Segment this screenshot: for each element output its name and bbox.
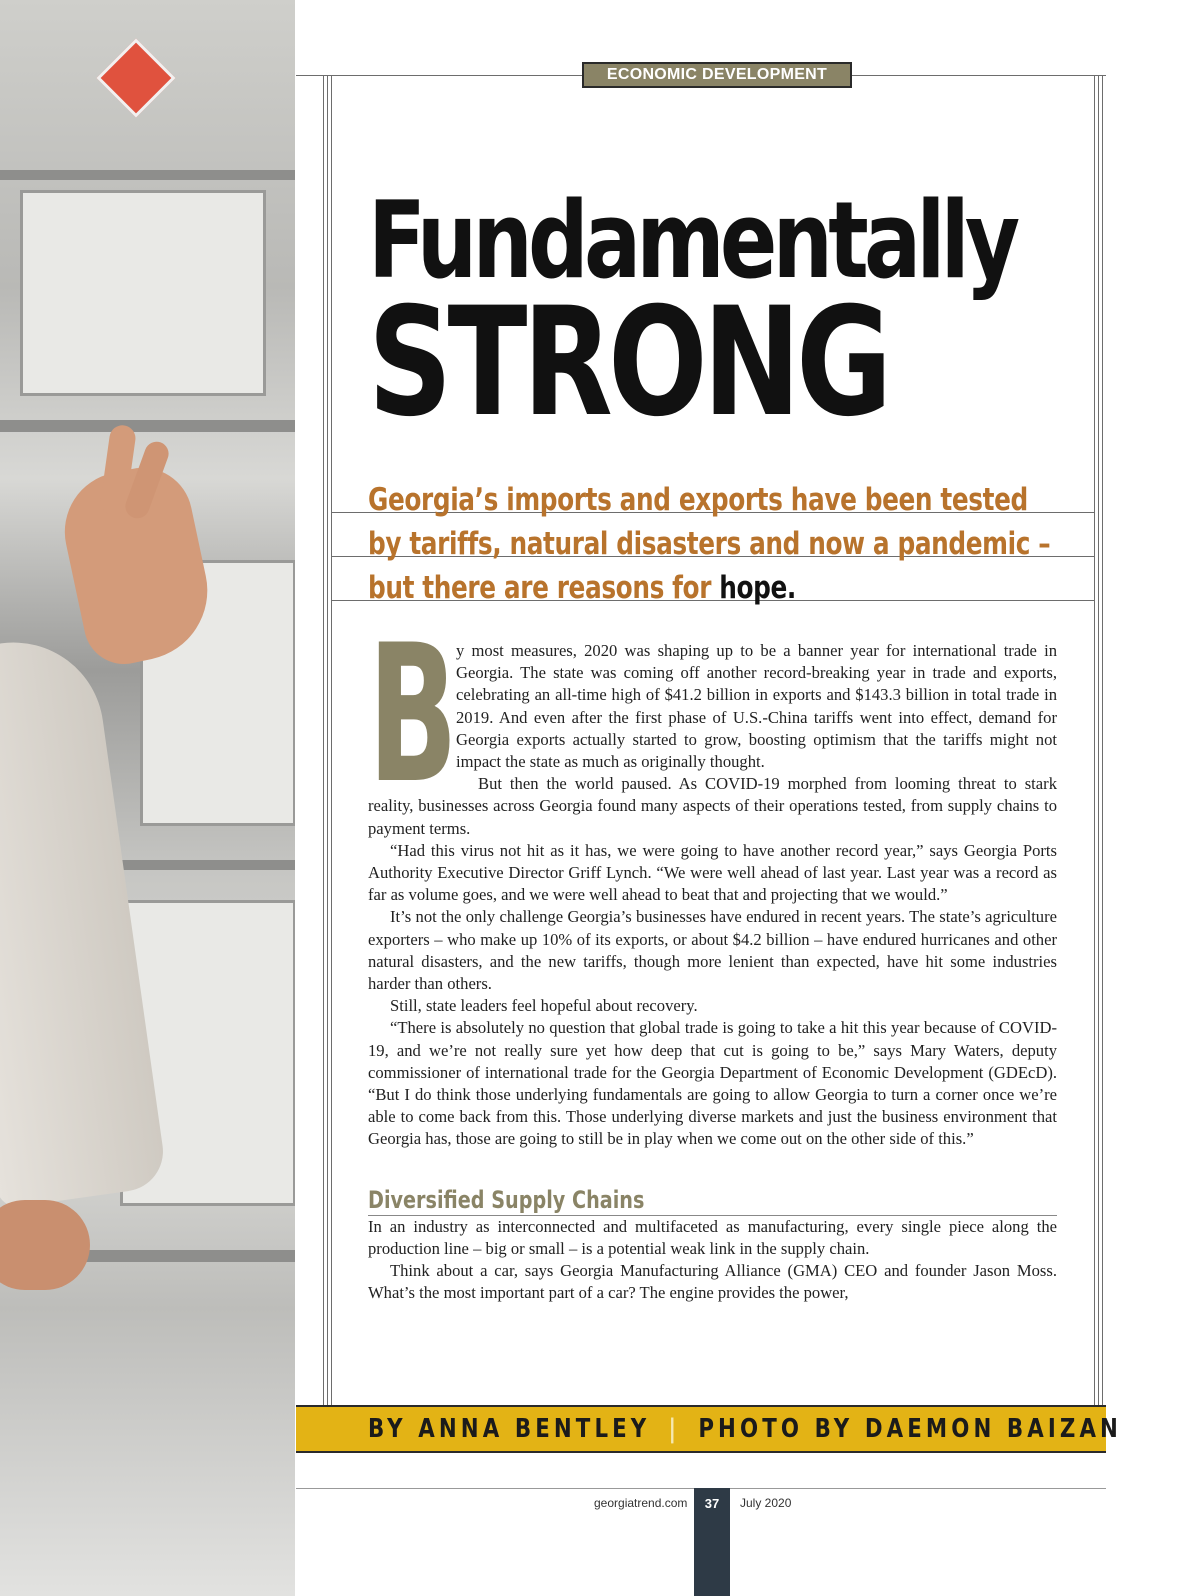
page-number: 37 <box>694 1488 730 1596</box>
byline <box>368 1407 1122 1451</box>
headline <box>368 179 1177 450</box>
subhead-text: Diversified Supply Chains <box>368 1185 645 1214</box>
footer-date: July 2020 <box>740 1496 792 1510</box>
body-paragraph: Still, state leaders feel hopeful about recovery. <box>390 996 698 1016</box>
hazard-label-icon <box>96 38 175 117</box>
cover-photo <box>0 0 295 1596</box>
headline-line-1: Fundamentally <box>368 179 1016 302</box>
body-paragraph: It’s not the only challenge Georgia’s businesses have endured in recent years. The state’s agriculture exporters – who make up 10% of its exports, or about $4.2 billion – have endured hurricanes and other natural disasters, and the new tariffs, though more lenient than expected, have hit some industries harder than others. <box>368 907 1057 994</box>
deck-emphasis: hope. <box>719 570 796 606</box>
drop-cap: B <box>368 604 458 825</box>
body-paragraph: y most measures, 2020 was shaping up to be a banner year for international trade in Georgia. The state was coming off another record-breaking year in trade and exports, celebrating an all-time high of $41.2 billion in exports and $143.3 billion in total trade in 2019. And even after the first phase of U.S.-China tariffs went into effect, demand for Georgia exports actually started to grow, boosting optimism that the tariffs might not impact the state as much as originally thought. <box>456 641 1057 772</box>
deck-line-3 <box>368 566 1050 610</box>
article-body <box>368 604 1057 1304</box>
photo-tote-cage <box>20 190 266 396</box>
frame-left-rule <box>323 75 324 1405</box>
photo-rack-bar <box>0 170 295 180</box>
byline-photo: PHOTO BY DAEMON BAIZAN <box>698 1414 1123 1444</box>
deck <box>368 478 1200 610</box>
frame-left-rule <box>331 75 332 1405</box>
body-paragraph: In an industry as interconnected and multifaceted as manufacturing, every single piece along the production line – big or small – is a potential weak link in the supply chain. <box>368 1216 1057 1258</box>
body-paragraph: “Had this virus not hit as it has, we were going to have another record year,” says Georgia Ports Authority Executive Director Griff Lynch. “We were well ahead of last year. Last year was a record as far as volume goes, and we were well ahead to beat that and projecting that we would.” <box>368 840 1057 905</box>
photo-fist <box>0 1200 90 1290</box>
headline-line-2: STRONG <box>368 276 888 450</box>
frame-left-rule <box>327 75 328 1405</box>
deck-line-2: by tariffs, natural disasters and now a pandemic – <box>368 526 1051 562</box>
byline-separator: | <box>668 1414 681 1444</box>
subhead <box>368 1185 1057 1216</box>
byline-author: BY ANNA BENTLEY <box>368 1414 651 1444</box>
section-label: ECONOMIC DEVELOPMENT <box>582 62 852 88</box>
body-paragraph: “There is absolutely no question that global trade is going to take a hit this year because of COVID-19, and we’re not really sure yet how deep that cut is going to be,” says Mary Waters, deputy commissioner of international trade for the Georgia Department of Economic Development (GDEcD). “But I do think those underlying fundamentals are going to allow Georgia to turn a corner once we’re able to come back from this. Those underlying diverse markets and just the business environment that Georgia has, those are going to still be in play when we come out on the other side of this.” <box>368 1018 1057 1149</box>
byline-bar <box>296 1405 1123 1453</box>
body-paragraph: But then the world paused. As COVID-19 morphed from looming threat to stark reality, businesses across Georgia found many aspects of their operations tested, from supply chains to payment terms. <box>368 774 1057 838</box>
deck-line-1: Georgia’s imports and exports have been tested <box>368 482 1028 518</box>
photo-rack-bar <box>0 420 295 432</box>
footer-site: georgiatrend.com <box>594 1496 688 1510</box>
body-paragraph: Think about a car, says Georgia Manufacturing Alliance (GMA) CEO and founder Jason Moss. What’s the most important part of a car? The engine provides the power, <box>368 1261 1057 1303</box>
deck-line-3-text: but there are reasons for <box>368 570 720 606</box>
